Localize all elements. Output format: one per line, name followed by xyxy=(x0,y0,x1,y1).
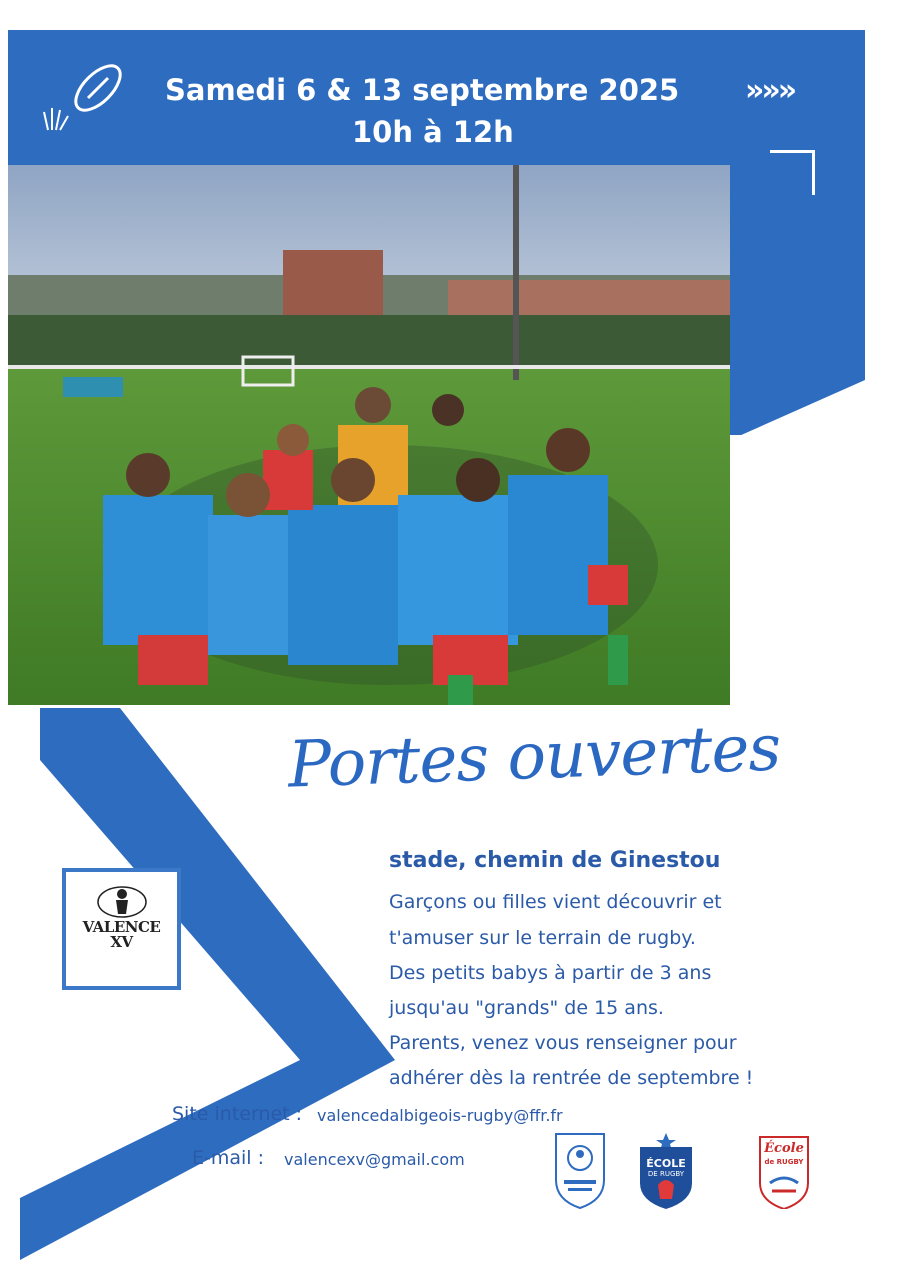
email-value[interactable]: valencexv@gmail.com xyxy=(284,1150,465,1169)
right-block-notch xyxy=(730,380,865,440)
description-line-5: Parents, venez vous renseigner pour xyxy=(389,1032,737,1054)
ecole-rugby-badge xyxy=(638,1133,694,1209)
description-line-4: jusqu'au "grands" de 15 ans. xyxy=(389,997,664,1019)
ecole-de-rugby-badge xyxy=(756,1133,812,1209)
club-shield-logo-icon xyxy=(550,1130,610,1210)
description-line-6: adhérer dès la rentrée de septembre ! xyxy=(389,1067,754,1089)
rugby-ball-icon xyxy=(40,60,130,135)
ecole-badge-label: ÉCOLE xyxy=(646,1157,686,1170)
arrows-icon: »»» xyxy=(745,73,795,108)
team-photo xyxy=(8,165,730,705)
club-logo-name-text: VALENCE xyxy=(82,918,161,936)
description-line-3: Des petits babys à partir de 3 ans xyxy=(389,962,712,984)
corner-bracket-icon xyxy=(770,150,815,195)
website-label: Site internet : xyxy=(172,1103,303,1125)
event-date: Samedi 6 & 13 septembre 2025 xyxy=(165,73,680,107)
description-line-2: t'amuser sur le terrain de rugby. xyxy=(389,927,696,949)
club-logo-suffix: XV xyxy=(110,933,133,951)
club-crest-icon xyxy=(96,884,148,920)
event-hours: 10h à 12h xyxy=(352,115,514,149)
club-logo-name xyxy=(66,920,177,950)
description-line-1: Garçons ou filles vient découvrir et xyxy=(389,891,722,913)
event-location: stade, chemin de Ginestou xyxy=(389,848,721,873)
club-logo-box xyxy=(62,868,181,990)
ecole2-sub: de RUGBY xyxy=(764,1158,804,1166)
ecole2-label: École xyxy=(764,1141,804,1156)
page-title: Portes ouvertes xyxy=(286,711,782,803)
email-label: E-mail : xyxy=(192,1147,265,1169)
website-value[interactable]: valencedalbigeois-rugby@ffr.fr xyxy=(317,1106,563,1125)
ecole-badge-sub: DE RUGBY xyxy=(647,1170,685,1178)
